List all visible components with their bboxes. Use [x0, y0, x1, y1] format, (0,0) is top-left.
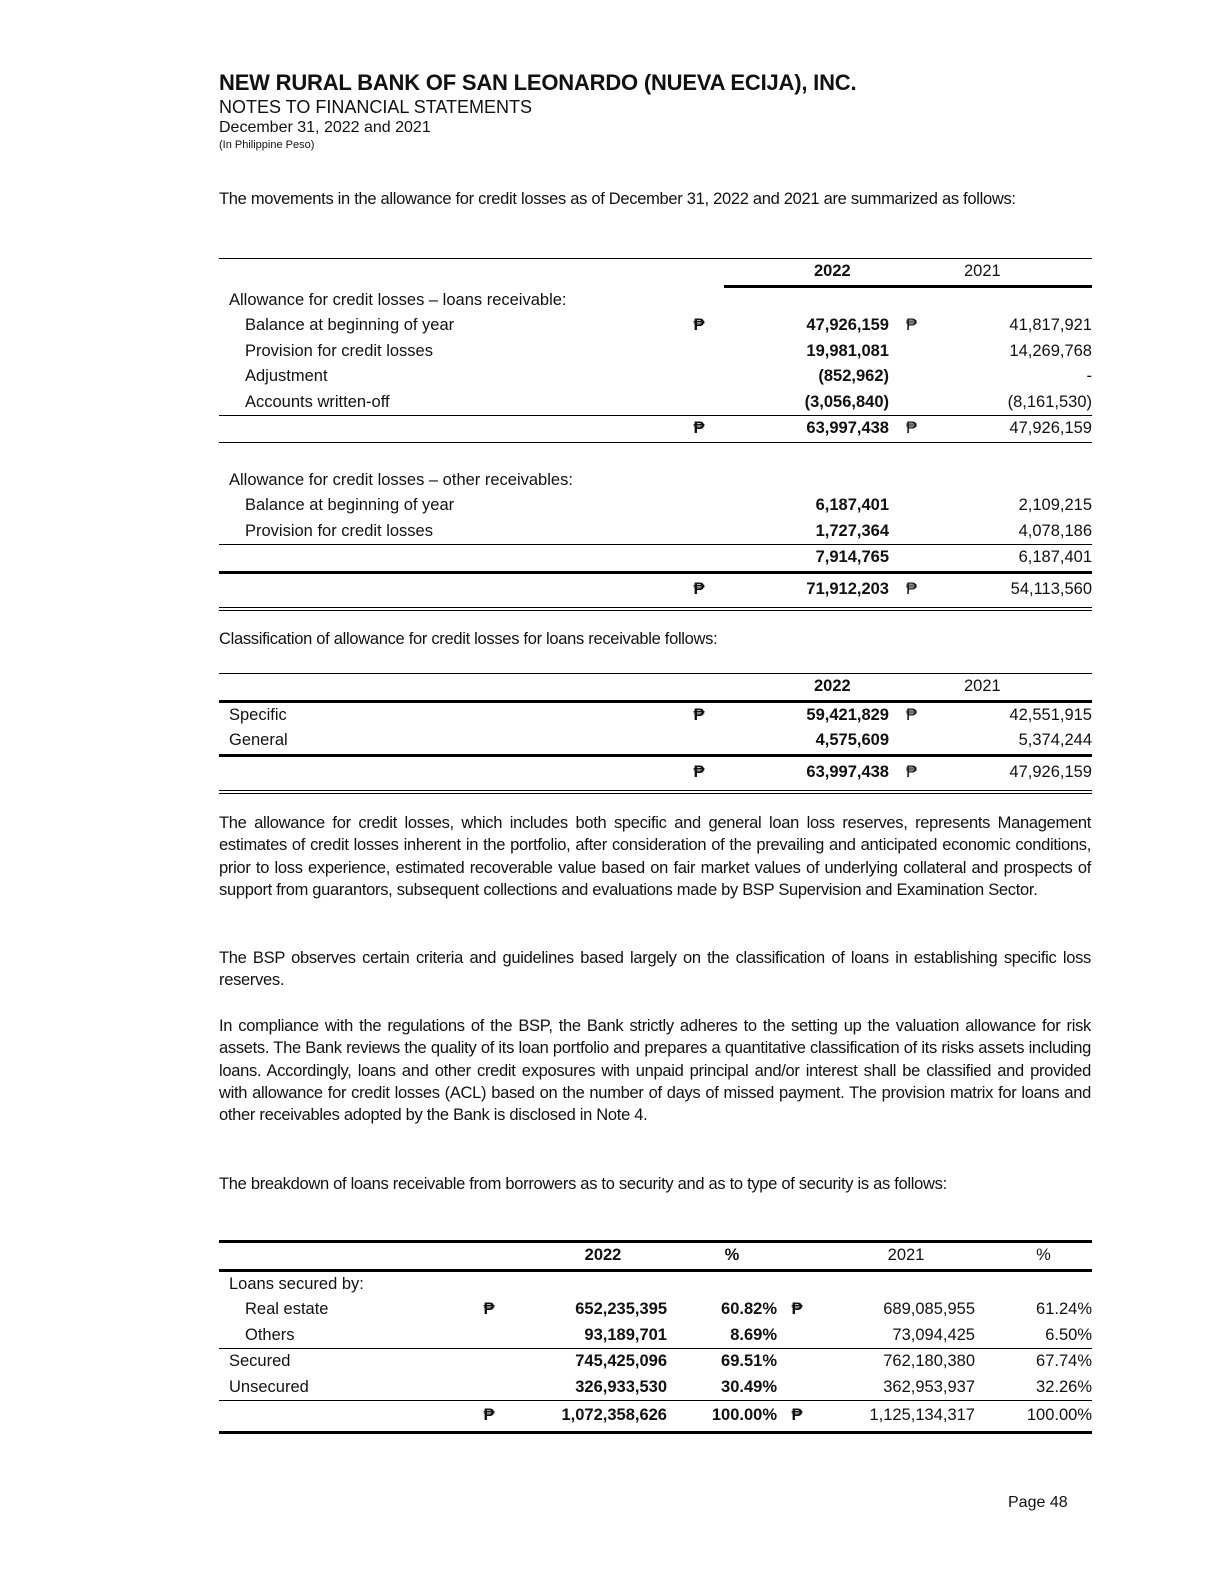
peso-sign: ₱: [791, 1406, 803, 1425]
table-header-row: [219, 1242, 1092, 1271]
subtotal-row: 7,914,765 6,187,401: [219, 545, 1092, 573]
movements-table: [219, 258, 1092, 611]
col-header-2021: 2021: [934, 674, 1092, 702]
table-row: General 4,575,609 5,374,244: [229, 731, 1092, 749]
section-heading-row: [219, 468, 1092, 494]
table-header-row: [219, 259, 1092, 287]
reporting-period: December 31, 2022 and 2021: [219, 119, 431, 136]
peso-sign: ₱: [791, 1300, 803, 1318]
security-breakdown-table: [219, 1240, 1092, 1434]
currency-note: (In Philippine Peso): [219, 139, 315, 151]
section-heading-row: [219, 286, 1092, 313]
subtotal-row: ₱ 63,997,438 ₱ 47,926,159: [219, 416, 1092, 443]
document-header: [219, 70, 856, 152]
page-number: Page 48: [1008, 1494, 1068, 1511]
table-row: Provision for credit losses 1,727,364 4,078,186: [245, 521, 1092, 540]
table-row: Balance at beginning of year 6,187,401 2,109,215: [245, 496, 1092, 514]
peso-sign: ₱: [674, 416, 724, 443]
compliance-paragraph: In compliance with the regulations of the BSP, the Bank strictly adheres to the setting up the valuation allowance for risk assets. The Bank reviews the quality of its loan portfolio and prepares a quantitative classification of its risks assets including loans. Accordingly, loans and other credit exposures with unpaid principal and/or interest shall be classified and provided with allowance for credit losses (ACL) based on the number of days of missed payment. The provision matrix for loans and other receivables adopted by the Bank is disclosed in Note 4.: [219, 1017, 1091, 1125]
peso-sign: ₱: [889, 416, 934, 443]
peso-sign: ₱: [693, 316, 705, 334]
peso-sign: ₱: [905, 705, 917, 724]
table-row: Secured 745,425,096 69.51% 762,180,380 67.74%: [219, 1349, 1092, 1375]
other-section-heading: Allowance for credit losses – other receivables:: [229, 470, 573, 489]
col-header-2022: 2022: [509, 1242, 667, 1271]
table-row: Specific ₱ 59,421,829 ₱ 42,551,915: [219, 701, 1092, 728]
company-name: NEW RURAL BANK OF SAN LEONARDO (NUEVA ECIJA), INC.: [219, 70, 857, 95]
bsp-criteria-paragraph: The BSP observes certain criteria and guidelines based largely on the classification of loans in establishing specific loss reserves.: [219, 949, 1091, 990]
col-header-2022: 2022: [724, 674, 889, 702]
peso-sign: ₱: [483, 1300, 495, 1318]
peso-sign: ₱: [905, 316, 917, 334]
classification-intro: Classification of allowance for credit losses for loans receivable follows:: [219, 630, 718, 648]
grand-total-row: ₱ 71,912,203 ₱ 54,113,560: [219, 572, 1092, 609]
col-header-2021: 2021: [817, 1242, 975, 1271]
total-row: ₱ 1,072,358,626 100.00% ₱ 1,125,134,317 100.00%: [219, 1401, 1092, 1433]
peso-sign: ₱: [693, 763, 705, 782]
loans-section-heading: Allowance for credit losses – loans receivable:: [229, 290, 567, 309]
peso-sign: ₱: [905, 763, 917, 782]
col-header-pct-2022: %: [667, 1242, 777, 1271]
col-header-2022: 2022: [724, 259, 889, 287]
total-row: ₱ 63,997,438 ₱ 47,926,159: [219, 755, 1092, 792]
allowance-paragraph: The allowance for credit losses, which includes both specific and general loan loss reserves, represents Management estimates of credit losses inherent in the portfolio, after consideration of the prevailing and anticipated economic conditions, prior to loss experience, estimated recoverable value based on fair market values of underlying collateral and prospects of support from guarantors, subsequent collections and evaluations made by BSP Supervision and Examination Sector.: [219, 814, 1091, 899]
peso-sign: ₱: [693, 705, 705, 724]
peso-sign: ₱: [905, 580, 917, 599]
breakdown-intro: The breakdown of loans receivable from borrowers as to security and as to type of security is as follows:: [219, 1175, 947, 1193]
movements-intro: The movements in the allowance for credit losses as of December 31, 2022 and 2021 are summarized as follows:: [219, 190, 1016, 208]
table-row: Provision for credit losses 19,981,081 14,269,768: [245, 341, 1092, 360]
table-header-row: [219, 674, 1092, 702]
table-row: Adjustment (852,962) -: [245, 367, 1092, 385]
col-header-2021: 2021: [934, 259, 1092, 287]
peso-sign: ₱: [483, 1406, 495, 1425]
table-row: Unsecured 326,933,530 30.49% 362,953,937 32.26%: [229, 1377, 1092, 1396]
table-row: Others 93,189,701 8.69% 73,094,425 6.50%: [245, 1325, 1092, 1344]
table-row: Real estate ₱ 652,235,395 60.82% ₱ 689,085,955 61.24%: [219, 1297, 1092, 1323]
document-subtitle: NOTES TO FINANCIAL STATEMENTS: [219, 97, 533, 117]
classification-table: [219, 673, 1092, 794]
col-header-pct-2021: %: [975, 1242, 1092, 1271]
table-row: Accounts written-off (3,056,840) (8,161,530): [245, 392, 1092, 411]
section-heading-row: Loans secured by:: [229, 1274, 364, 1293]
peso-sign: ₱: [693, 580, 705, 599]
table-row: Balance at beginning of year ₱ 47,926,159 ₱ 41,817,921: [219, 313, 1092, 339]
